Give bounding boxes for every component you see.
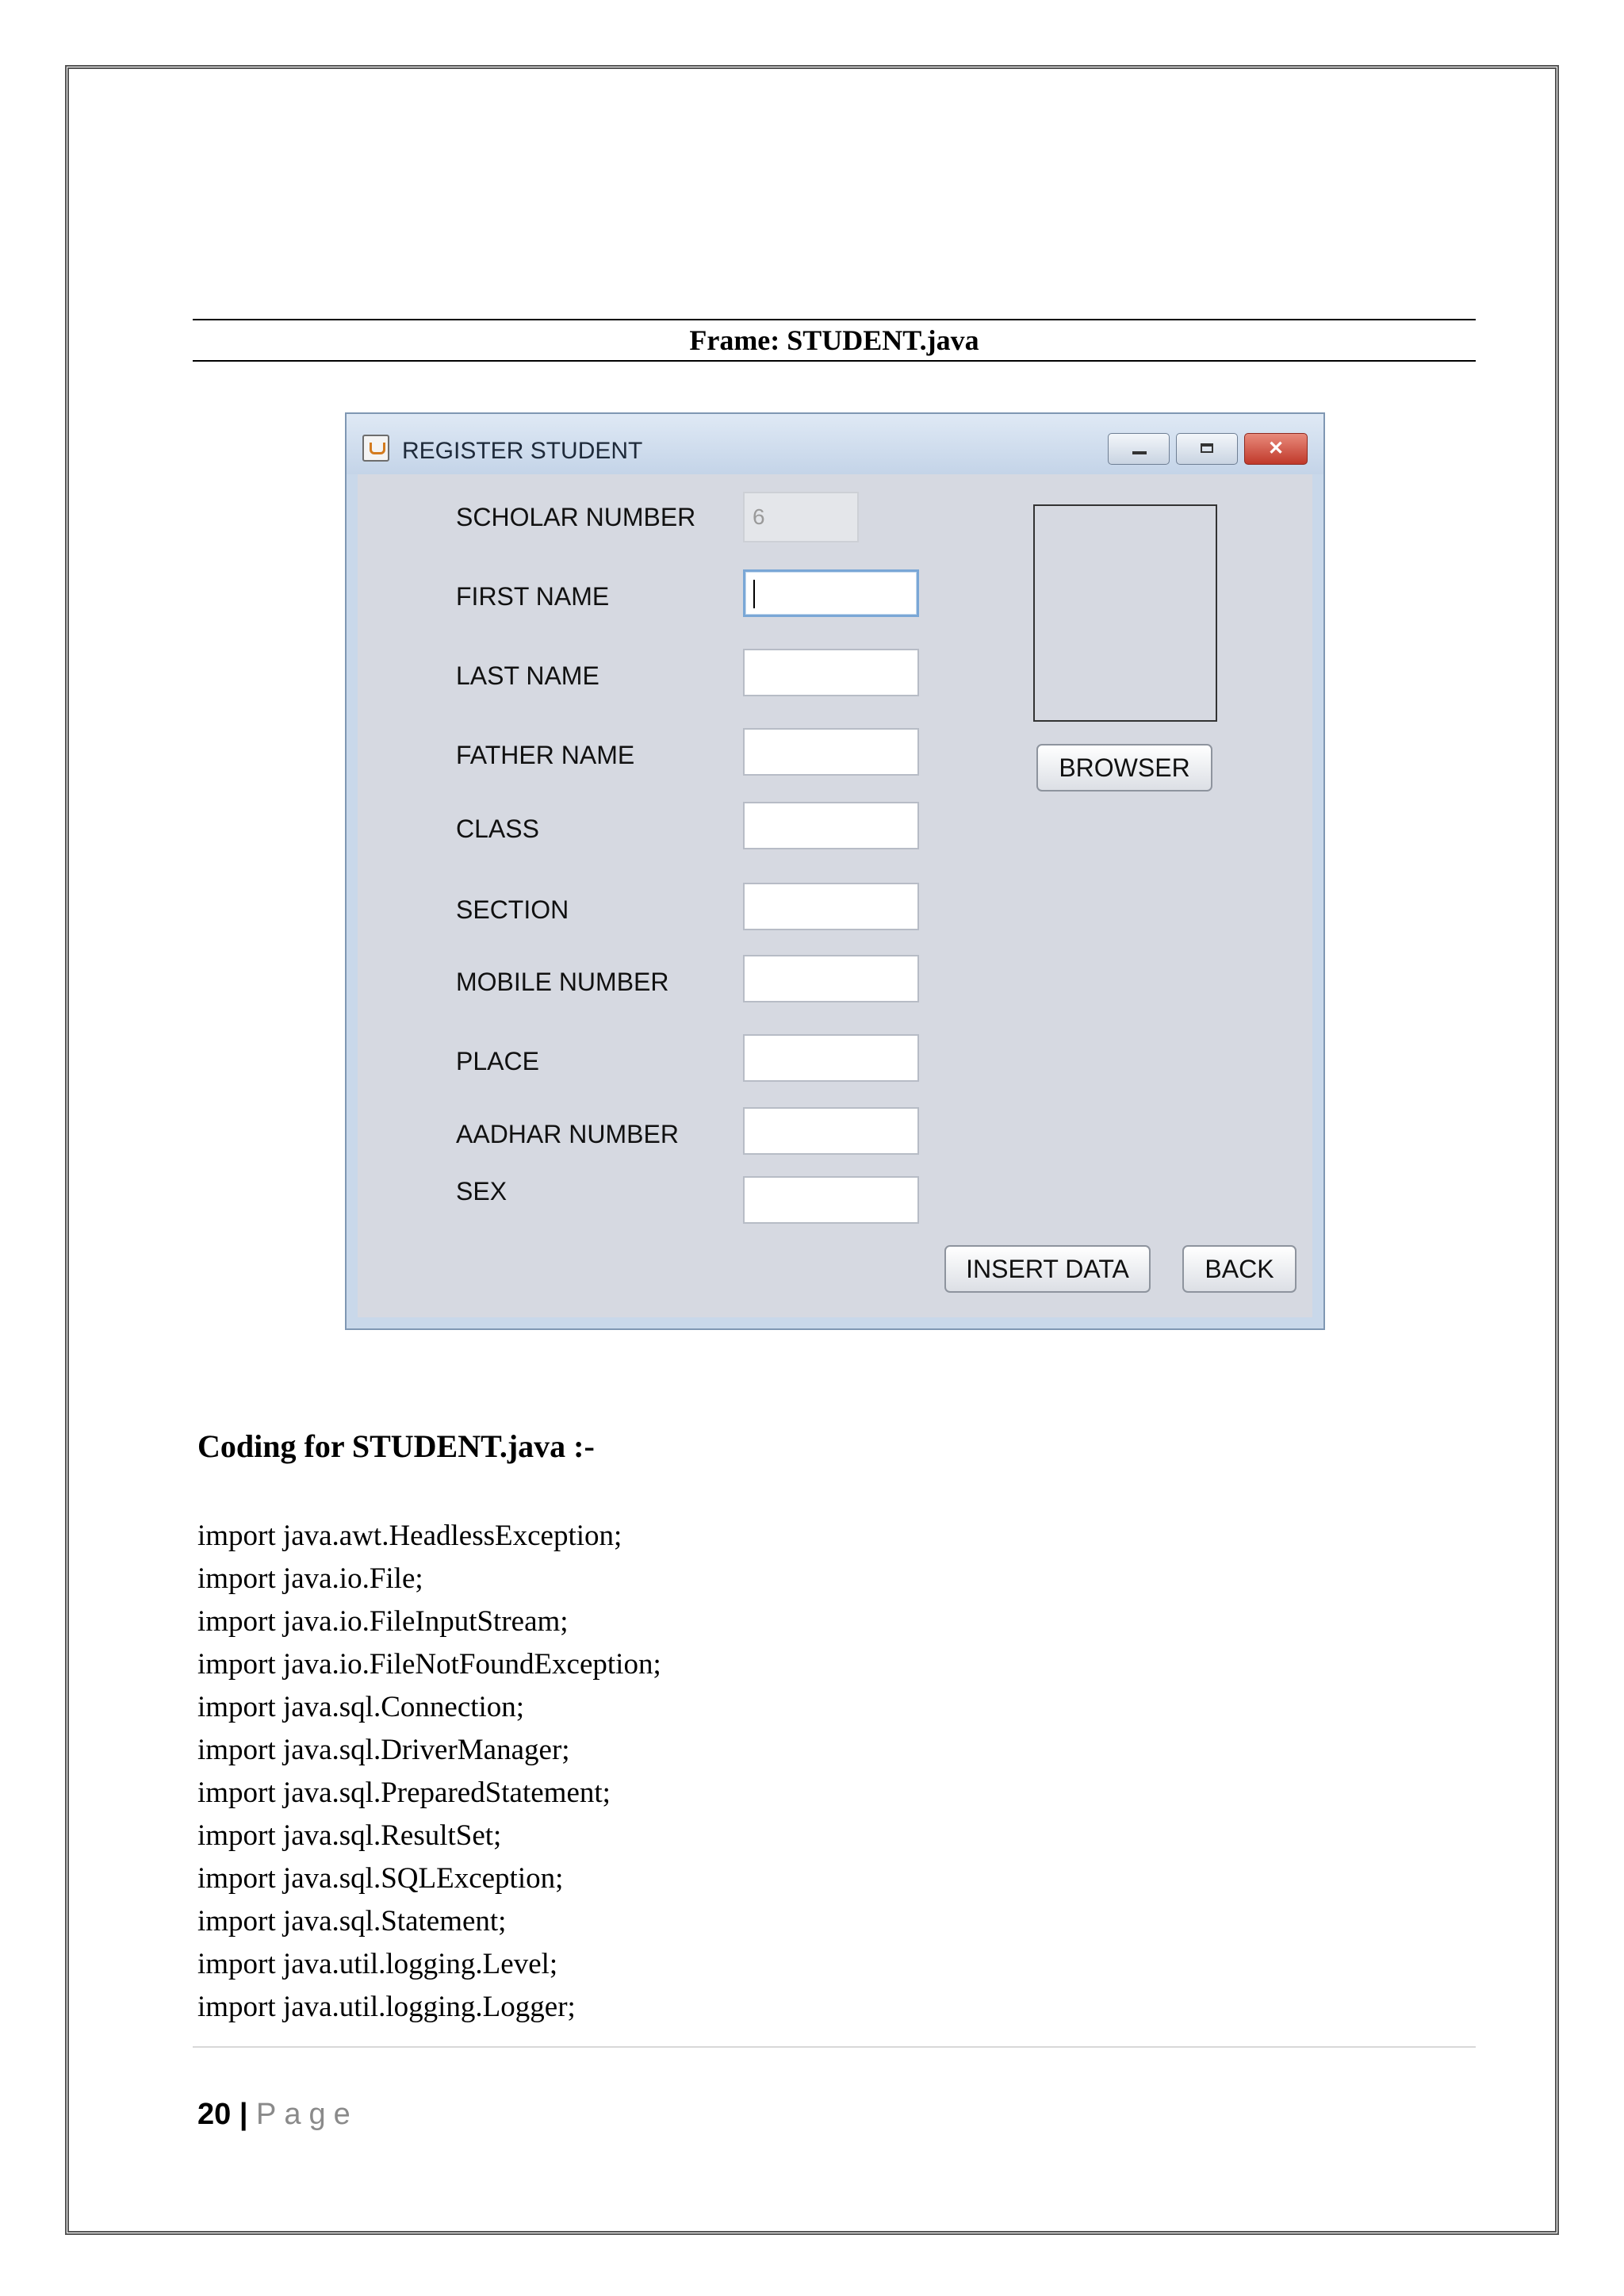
footer-divider [193, 2046, 1476, 2048]
label-father-name: FATHER NAME [456, 741, 635, 769]
coding-heading: Coding for STUDENT.java :- [197, 1428, 595, 1464]
code-line: import java.util.logging.Logger; [197, 1991, 576, 2023]
section-field[interactable] [743, 883, 919, 930]
label-first-name: FIRST NAME [456, 582, 610, 611]
window-title: REGISTER STUDENT [402, 438, 643, 464]
aadhar-number-field[interactable] [743, 1107, 919, 1155]
code-line: import java.io.File; [197, 1562, 423, 1595]
close-button[interactable] [1244, 433, 1308, 465]
text-caret [753, 580, 755, 608]
mobile-number-field[interactable] [743, 955, 919, 1002]
code-line: import java.sql.DriverManager; [197, 1734, 570, 1766]
code-line: import java.sql.PreparedStatement; [197, 1777, 611, 1809]
label-sex: SEX [456, 1177, 508, 1205]
label-aadhar-number: AADHAR NUMBER [456, 1120, 679, 1148]
place-field[interactable] [743, 1034, 919, 1082]
java-app-icon [362, 435, 389, 462]
code-line: import java.sql.ResultSet; [197, 1819, 502, 1852]
code-line: import java.util.logging.Level; [197, 1948, 558, 1980]
insert-data-button[interactable]: INSERT DATA [944, 1245, 1151, 1293]
label-class: CLASS [456, 815, 539, 843]
code-line: import java.sql.Statement; [197, 1905, 507, 1938]
window-content [358, 474, 1312, 1317]
photo-preview-box [1033, 504, 1217, 722]
label-scholar-number: SCHOLAR NUMBER [456, 503, 696, 531]
maximize-button[interactable] [1176, 433, 1238, 465]
window-titlebar[interactable] [347, 414, 1323, 474]
page-word: Page [256, 2098, 358, 2131]
code-line: import java.sql.SQLException; [197, 1862, 564, 1895]
page-footer [197, 2098, 358, 2132]
label-section: SECTION [456, 895, 569, 924]
first-name-field[interactable] [743, 569, 919, 617]
code-line: import java.io.FileInputStream; [197, 1605, 569, 1638]
father-name-field[interactable] [743, 728, 919, 776]
code-line: import java.io.FileNotFoundException; [197, 1648, 661, 1681]
class-field[interactable] [743, 802, 919, 849]
back-button[interactable]: BACK [1182, 1245, 1297, 1293]
sex-field[interactable] [743, 1176, 919, 1224]
browser-button[interactable]: BROWSER [1036, 744, 1212, 792]
label-place: PLACE [456, 1047, 539, 1075]
page-number: 20 | [197, 2098, 248, 2131]
scholar-number-field: 6 [743, 492, 859, 542]
minimize-button[interactable] [1108, 433, 1170, 465]
code-line: import java.awt.HeadlessException; [197, 1520, 622, 1552]
code-listing [197, 1515, 661, 2029]
last-name-field[interactable] [743, 649, 919, 696]
register-student-window [345, 412, 1325, 1330]
label-mobile-number: MOBILE NUMBER [456, 968, 669, 996]
label-last-name: LAST NAME [456, 661, 599, 690]
frame-heading: Frame: STUDENT.java [193, 319, 1476, 362]
code-line: import java.sql.Connection; [197, 1691, 525, 1723]
